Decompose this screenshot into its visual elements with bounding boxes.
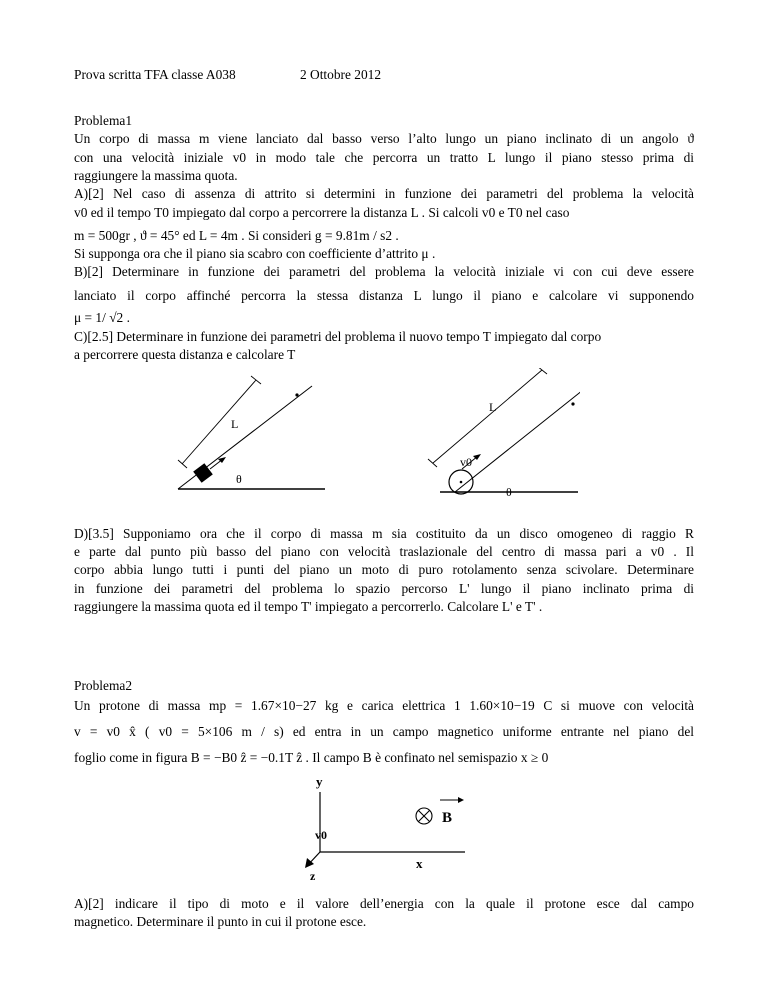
label-L-left: L xyxy=(231,417,239,431)
problem1-part-a-line-1: A)[2] Nel caso di assenza di attrito si determini in funzione dei parametri del problema la velocità xyxy=(74,186,694,201)
problem1-part-b-mu: μ = 1/ √2 . xyxy=(74,310,130,325)
problem1-line-3: raggiungere la massima quota. xyxy=(74,168,238,183)
problem1-part-b-line-1: B)[2] Determinare in funzione dei parametri del problema la velocità iniziale vi con cui deve essere xyxy=(74,264,694,279)
problem2-part-a-line-2: magnetico. Determinare il punto in cui il protone esce. xyxy=(74,914,367,929)
incline-disc-figure xyxy=(428,368,580,499)
problem1-part-d-line-4: in funzione dei parametri del problema lo spazio percorso L' lungo il piano inclinato prima di xyxy=(74,581,694,596)
axis-label-z: z xyxy=(310,869,316,883)
problem1-part-a-line-2: v0 ed il tempo T0 impiegato dal corpo a percorrere la distanza L . Si calcoli v0 e T0 nel caso xyxy=(74,205,570,220)
problem1-part-c-line-2: a percorrere questa distanza e calcolare T xyxy=(74,347,296,362)
label-L-right: L xyxy=(489,400,497,414)
problem1-part-d-line-1: D)[3.5] Supponiamo ora che il corpo di massa m sia costituito da un disco omogeneo di raggio R xyxy=(74,526,694,541)
label-v0-right: v0 xyxy=(460,455,472,469)
problem1-friction-line: Si supponga ora che il piano sia scabro con coefficiente d’attrito μ . xyxy=(74,246,436,261)
label-theta-right: θ xyxy=(506,485,512,499)
header-date: 2 Ottobre 2012 xyxy=(300,67,382,82)
problem2-line-2: v = v0 x̂ ( v0 = 5×106 m / s) ed entra in un campo magnetico uniforme entrante nel piano del xyxy=(74,724,694,739)
axis-label-x: x xyxy=(416,856,423,871)
problem1-part-d-line-5: raggiungere la massima quota ed il tempo T' impiegato a percorrerlo. Calcolare L' e T' . xyxy=(74,599,543,614)
problem2-title: Problema2 xyxy=(74,678,133,693)
problem2-line-3: foglio come in figura B = −B0 ẑ = −0.1T ẑ . Il campo B è confinato nel semispazio x ≥ 0 xyxy=(74,750,549,765)
problem2-part-a-line-1: A)[2] indicare il tipo di moto e il valore dell’energia con la quale il protone esce dal campo xyxy=(74,896,694,911)
problem1-part-d-line-2: e parte dal punto più basso del piano con velocità traslazionale del centro di massa pari a v0 . Il xyxy=(74,544,694,559)
block-mass xyxy=(193,463,213,483)
inclined-plane-figures xyxy=(160,368,580,508)
velocity-label: v0 xyxy=(315,828,327,842)
problem1-part-d-line-3: corpo abbia lungo tutti i punti del piano un moto di puro rotolamento senza scivolare. Determinare xyxy=(74,562,694,577)
problem2-line-1: Un protone di massa mp = 1.67×10−27 kg e carica elettrica 1 1.60×10−19 C si muove con velocità xyxy=(74,698,694,713)
problem1-line-2: con una velocità iniziale v0 in modo tale che percorra un tratto L lungo il piano stesso prima di xyxy=(74,150,694,165)
label-theta-left: θ xyxy=(236,472,242,486)
problem1-title: Problema1 xyxy=(74,113,133,128)
problem1-part-c-line-1: C)[2.5] Determinare in funzione dei parametri del problema il nuovo tempo T impiegato dal corpo xyxy=(74,329,602,344)
header-exam-title: Prova scritta TFA classe A038 xyxy=(74,67,236,82)
problem1-part-a-values: m = 500gr , ϑ = 45° ed L = 4m . Si consideri g = 9.81m / s2 . xyxy=(74,228,399,243)
magnetic-field-figure xyxy=(300,772,470,884)
incline-block-figure xyxy=(178,376,325,489)
field-label-B: B xyxy=(442,810,453,826)
axis-label-y: y xyxy=(316,774,323,789)
problem1-part-b-line-2: lanciato il corpo affinché percorra la stessa distanza L lungo il piano e calcolare vi supponendo xyxy=(74,288,694,303)
problem1-line-1: Un corpo di massa m viene lanciato dal basso verso l’alto lungo un piano inclinato di un angolo ϑ xyxy=(74,131,694,146)
